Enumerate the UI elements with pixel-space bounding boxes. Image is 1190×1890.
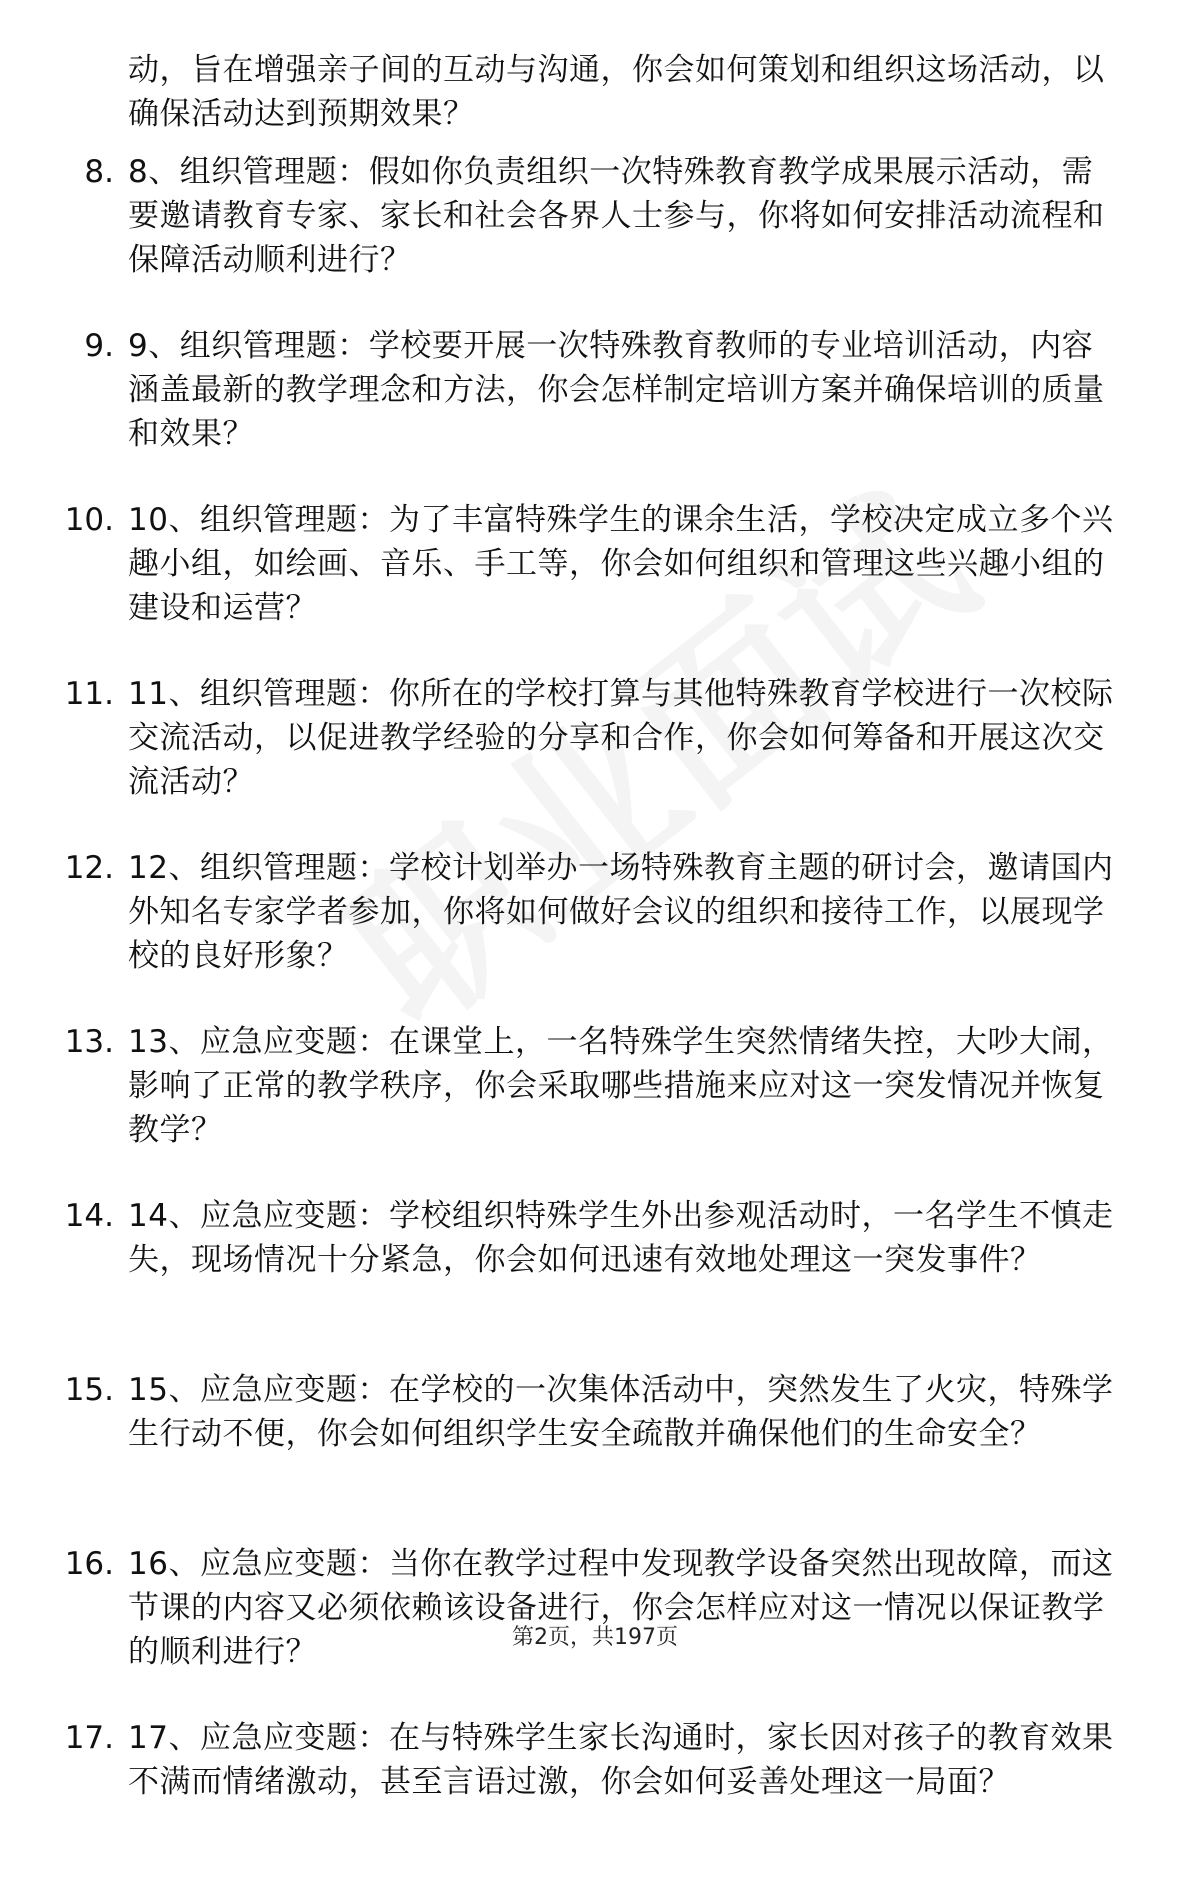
question-text: 14、应急应变题：学校组织特殊学生外出参观活动时，一名学生不慎走失，现场情况十分紧急，你会如何迅速有效地处理这一突发事件？	[128, 1198, 1114, 1278]
question-number: 8.	[84, 154, 114, 190]
question-text: 10、组织管理题：为了丰富特殊学生的课余生活，学校决定成立多个兴趣小组，如绘画、音乐、手工等，你会如何组织和管理这些兴趣小组的建设和运营？	[128, 502, 1114, 626]
question-number: 17.	[64, 1720, 114, 1756]
question-item	[0, 150, 1190, 324]
question-number: 11.	[64, 676, 114, 712]
question-item	[0, 1194, 1190, 1368]
question-text: 9、组织管理题：学校要开展一次特殊教育教师的专业培训活动，内容涵盖最新的教学理念和方法，你会怎样制定培训方案并确保培训的质量和效果？	[128, 328, 1105, 452]
question-text: 12、组织管理题：学校计划举办一场特殊教育主题的研讨会，邀请国内外知名专家学者参加，你将如何做好会议的组织和接待工作，以展现学校的良好形象？	[128, 850, 1114, 974]
question-number: 14.	[64, 1198, 114, 1234]
question-text: 11、组织管理题：你所在的学校打算与其他特殊教育学校进行一次校际交流活动，以促进教学经验的分享和合作，你会如何筹备和开展这次交流活动？	[128, 676, 1114, 800]
question-text: 13、应急应变题：在课堂上，一名特殊学生突然情绪失控，大吵大闹，影响了正常的教学秩序，你会采取哪些措施来应对这一突发情况并恢复教学？	[128, 1024, 1114, 1148]
question-text: 8、组织管理题：假如你负责组织一次特殊教育教学成果展示活动，需要邀请教育专家、家长和社会各界人士参与，你将如何安排活动流程和保障活动顺利进行？	[128, 154, 1105, 278]
question-item	[0, 672, 1190, 846]
continuation-paragraph: 动，旨在增强亲子间的互动与沟通，你会如何策划和组织这场活动，以确保活动达到预期效果？	[128, 52, 1105, 132]
question-number: 15.	[64, 1372, 114, 1408]
question-item	[0, 498, 1190, 672]
question-item	[0, 1020, 1190, 1194]
question-text: 15、应急应变题：在学校的一次集体活动中，突然发生了火灾，特殊学生行动不便，你会如何组织学生安全疏散并确保他们的生命安全？	[128, 1372, 1114, 1452]
question-item	[0, 324, 1190, 498]
question-number: 9.	[84, 328, 114, 364]
question-number: 10.	[64, 502, 114, 538]
question-text: 17、应急应变题：在与特殊学生家长沟通时，家长因对孩子的教育效果不满而情绪激动，甚至言语过激，你会如何妥善处理这一局面？	[128, 1720, 1114, 1800]
question-number: 16.	[64, 1546, 114, 1582]
question-number: 13.	[64, 1024, 114, 1060]
question-number: 12.	[64, 850, 114, 886]
page-footer: 第2页，共197页	[512, 1625, 678, 1650]
question-text: 16、应急应变题：当你在教学过程中发现教学设备突然出现故障，而这节课的内容又必须依赖该设备进行，你会怎样应对这一情况以保证教学的顺利进行？	[128, 1546, 1114, 1670]
question-item	[0, 1716, 1190, 1890]
question-item	[0, 846, 1190, 1020]
question-item	[0, 1368, 1190, 1542]
